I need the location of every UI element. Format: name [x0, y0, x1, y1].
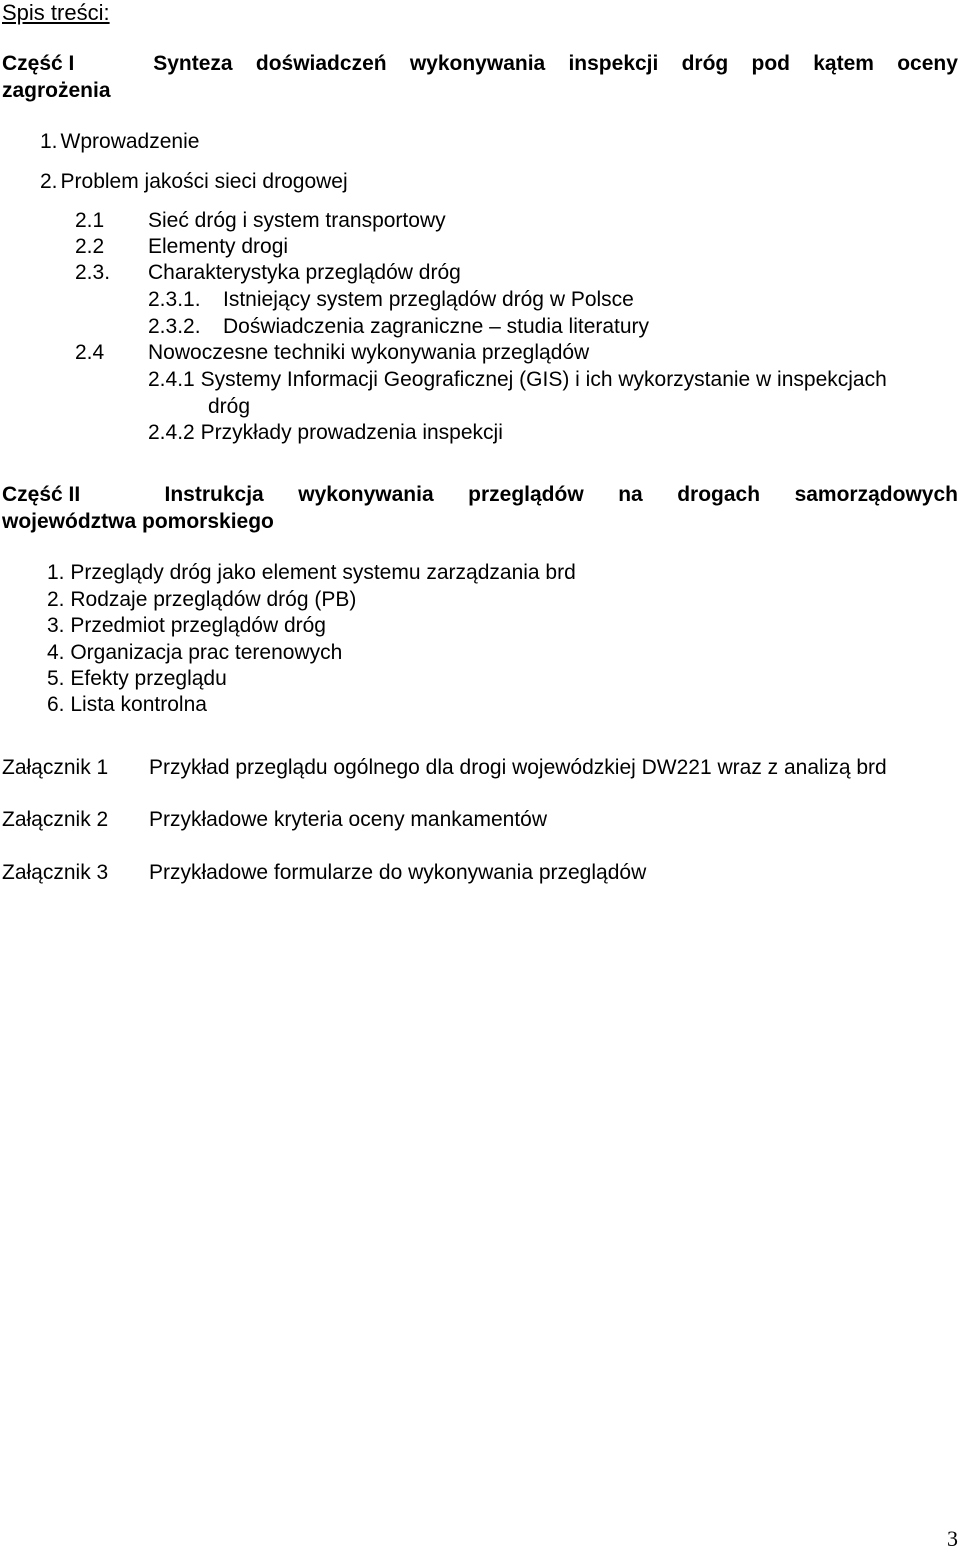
- annex-label: Załącznik 2: [2, 808, 109, 831]
- toc-item: 3. Przedmiot przeglądów dróg: [47, 614, 326, 637]
- toc-subitem-text: Przykłady prowadzenia inspekcji: [200, 421, 503, 444]
- toc-subitem-number: 2.2: [75, 235, 105, 258]
- toc-subitem-text: Elementy drogi: [148, 235, 289, 258]
- annex-label: Załącznik 3: [2, 861, 109, 884]
- toc-title: Spis treści:: [2, 0, 110, 25]
- part2-heading: [2, 481, 958, 535]
- part1-word: doświadczeń: [255, 52, 387, 75]
- toc-item-text: Wprowadzenie: [60, 130, 200, 153]
- toc-subitem-text: Sieć dróg i system transportowy: [148, 209, 446, 232]
- annex-text: Przykładowe kryteria oceny mankamentów: [149, 808, 547, 831]
- toc-subitem-number: 2.1: [75, 209, 105, 232]
- part1-word: pod: [751, 52, 790, 75]
- part1-word: oceny: [897, 52, 958, 75]
- toc-item: 2. Rodzaje przeglądów dróg (PB): [47, 588, 357, 611]
- part2-heading-line2: województwa pomorskiego: [2, 510, 274, 533]
- part1-heading: [2, 50, 958, 104]
- toc-item: [40, 129, 199, 155]
- toc-subitem-number: 2.3.2.: [148, 315, 201, 338]
- part2-word: Instrukcja: [164, 483, 264, 506]
- part1-word: dróg: [681, 52, 729, 75]
- toc-subitem-continuation: dróg: [208, 395, 251, 418]
- part1-heading-line2: zagrożenia: [2, 79, 111, 102]
- toc-subitem-text: Doświadczenia zagraniczne – studia literatury: [223, 315, 650, 338]
- toc-item-number: 2.: [40, 170, 58, 193]
- annex-label: Załącznik 1: [2, 756, 109, 779]
- toc-subitem: [148, 420, 503, 446]
- toc-item: [40, 169, 348, 195]
- toc-subitem-number: 2.3.: [75, 261, 111, 284]
- toc-subitem-text: Charakterystyka przeglądów dróg: [148, 261, 461, 284]
- toc-subitem: [75, 208, 446, 234]
- toc-subitem-text: Istniejący system przeglądów dróg w Polsce: [223, 288, 634, 311]
- part2-word: na: [618, 483, 643, 506]
- toc-item: 4. Organizacja prac terenowych: [47, 641, 343, 664]
- toc-item: 5. Efekty przeglądu: [47, 667, 227, 690]
- toc-subitem: [148, 314, 649, 340]
- toc-item: 1. Przeglądy dróg jako element systemu zarządzania brd: [47, 561, 576, 584]
- toc-subitem: [75, 340, 589, 366]
- part1-label: Część I: [2, 52, 75, 75]
- toc-subitem: [75, 234, 288, 260]
- part1-word: Synteza: [153, 52, 233, 75]
- part2-word: drogach: [677, 483, 761, 506]
- part2-word: przeglądów: [468, 483, 584, 506]
- toc-item-text: Problem jakości sieci drogowej: [60, 170, 348, 193]
- toc-subitem-number: 2.4.1: [148, 368, 195, 391]
- toc-subitem-number: 2.4: [75, 341, 105, 364]
- part1-word: kątem: [813, 52, 874, 75]
- toc-subitem-text: Nowoczesne techniki wykonywania przeglądów: [148, 341, 590, 364]
- toc-subitem: [148, 287, 634, 313]
- toc-item: 6. Lista kontrolna: [47, 693, 207, 716]
- toc-subitem: [75, 260, 461, 286]
- part2-word: wykonywania: [298, 483, 434, 506]
- toc-item-number: 1.: [40, 130, 58, 153]
- toc-subitem-number: 2.3.1.: [148, 288, 201, 311]
- toc-subitem-text: Systemy Informacji Geograficznej (GIS) i ich wykorzystanie w inspekcjach: [200, 368, 887, 391]
- annex-text: Przykład przeglądu ogólnego dla drogi wojewódzkiej DW221 wraz z analizą brd: [149, 756, 887, 779]
- toc-subitem: [148, 367, 887, 393]
- toc-subitem-number: 2.4.2: [148, 421, 195, 444]
- part2-label: Część II: [2, 483, 81, 506]
- part1-word: wykonywania: [409, 52, 546, 75]
- page-number: 3: [947, 1526, 958, 1551]
- part1-word: inspekcji: [568, 52, 659, 75]
- annex-text: Przykładowe formularze do wykonywania przeglądów: [149, 861, 647, 884]
- part2-word: samorządowych: [794, 483, 958, 506]
